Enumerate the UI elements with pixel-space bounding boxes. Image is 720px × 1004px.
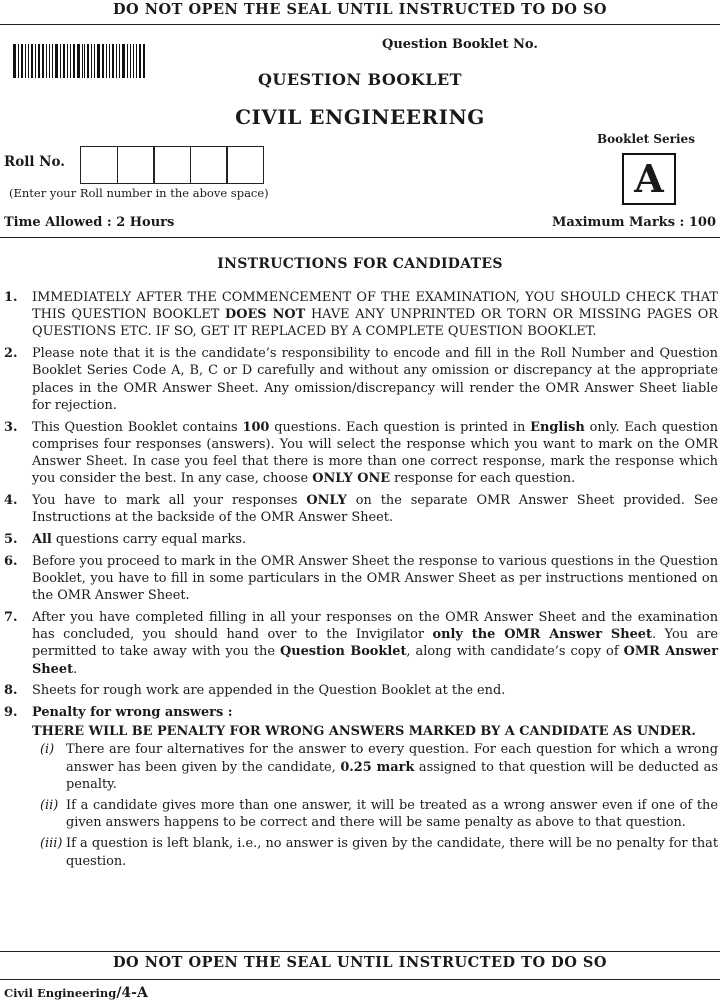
penalty-rule	[0, 741, 720, 793]
roll-number-box[interactable]	[153, 146, 191, 184]
instruction-text: If a question is left blank, i.e., no answer is given by the candidate, there will be no penalty for that question.	[66, 836, 718, 869]
instructions-list	[0, 289, 720, 874]
penalty-rule	[0, 797, 720, 831]
roll-number-box[interactable]	[80, 146, 118, 184]
roll-number-label: Roll No.	[4, 154, 65, 170]
instruction-item	[0, 289, 720, 341]
instruction-text: on the separate OMR Answer Sheet provided. See Instructions at the backside of the OMR Answer Sheet.	[32, 493, 718, 526]
instruction-item	[0, 553, 720, 605]
emphasized-text: DOES NOT	[225, 307, 306, 323]
instruction-text: Before you proceed to mark in the OMR Answer Sheet the response to various questions in the Question Booklet, you have to fill in some particulars in the OMR Answer Sheet as per instructions mentioned on the OMR Answer Sheet.	[32, 553, 718, 604]
instruction-text: You have to mark all your responses	[32, 493, 307, 509]
penalty-instruction	[0, 704, 720, 721]
roll-number-box[interactable]	[117, 146, 155, 184]
booklet-title: QUESTION BOOKLET	[257, 70, 463, 89]
instruction-text: There are four alternatives for the answer to every question. For each question for which a wrong answer has been given by the candidate,	[66, 742, 718, 775]
instruction-item	[0, 419, 720, 488]
penalty-rule-number: (ii)	[40, 798, 59, 814]
instruction-text: IMMEDIATELY AFTER THE COMMENCEMENT OF THE EXAMINATION, YOU SHOULD CHECK THAT THIS QUESTION BOOKLET	[32, 290, 718, 323]
booklet-series-code: A	[622, 153, 676, 205]
booklet-series-label: Booklet Series	[597, 132, 695, 146]
instruction-text: Sheets for rough work are appended in the Question Booklet at the end.	[32, 683, 506, 699]
bottom-seal-banner: DO NOT OPEN THE SEAL UNTIL INSTRUCTED TO DO SO	[112, 954, 607, 971]
emphasized-text: 100	[242, 419, 270, 435]
emphasized-text: Question Booklet	[280, 644, 407, 660]
instruction-text: After you have completed filling in all your responses on the OMR Answer Sheet and the examination has concluded, you should hand over to the Invigilator	[32, 610, 718, 643]
instruction-number: 4.	[4, 493, 18, 509]
instruction-number: 5.	[4, 532, 18, 548]
instruction-text: assigned to that question will be deducted as penalty.	[66, 759, 718, 792]
footer-subject: Civil Engineering	[4, 986, 117, 1000]
emphasized-text: English	[530, 419, 585, 435]
instruction-number: 7.	[4, 610, 18, 626]
instruction-number: 9.	[4, 705, 18, 721]
footer-page-code: /4-A	[116, 985, 148, 1001]
emphasized-text: All	[32, 532, 52, 548]
emphasized-text: OMR Answer Sheet	[32, 644, 719, 677]
penalty-caps-line: THERE WILL BE PENALTY FOR WRONG ANSWERS MARKED BY A CANDIDATE AS UNDER.	[32, 724, 696, 740]
top-seal-banner: DO NOT OPEN THE SEAL UNTIL INSTRUCTED TO DO SO	[112, 1, 607, 18]
instruction-number: 8.	[4, 683, 18, 699]
emphasized-text: 0.25 mark	[340, 759, 415, 775]
instruction-text: questions carry equal marks.	[51, 532, 247, 548]
instructions-heading: INSTRUCTIONS FOR CANDIDATES	[217, 256, 503, 272]
instruction-text: Please note that it is the candidate’s responsibility to encode and fill in the Roll Number and Question Booklet Series Code A, B, C or D carefully and without any omission or discrepancy at the appropriate places in the OMR Answer Sheet. Any omission/discrepancy will render the OMR Answer Sheet liable for rejection.	[32, 346, 718, 413]
emphasized-text: ONLY	[306, 493, 347, 509]
emphasized-text: only the OMR Answer Sheet	[432, 627, 652, 643]
instruction-text: response for each question.	[390, 471, 576, 487]
instruction-item	[0, 492, 720, 526]
divider	[0, 237, 720, 238]
instruction-number: 1.	[4, 290, 18, 305]
instruction-number: 6.	[4, 553, 18, 569]
instruction-number: 2.	[4, 346, 18, 362]
roll-number-boxes[interactable]	[80, 146, 263, 184]
instruction-text: . You are permitted to take away with you the	[32, 627, 718, 660]
instruction-text: HAVE ANY UNPRINTED OR TORN OR MISSING PAGES OR QUESTIONS ETC. IF SO, GET IT REPLACED BY A COMPLETE QUESTION BOOKLET.	[32, 307, 719, 340]
instruction-item	[0, 345, 720, 414]
instruction-text: .	[73, 661, 78, 677]
divider	[0, 24, 720, 25]
roll-number-hint: (Enter your Roll number in the above space)	[9, 186, 269, 200]
instruction-item	[0, 609, 720, 678]
emphasized-text: ONLY ONE	[312, 471, 391, 487]
penalty-rule-number: (i)	[40, 742, 55, 758]
penalty-rule	[0, 835, 720, 869]
instruction-item	[0, 531, 720, 548]
booklet-number-label: Question Booklet No.	[382, 37, 538, 52]
instruction-item	[0, 682, 720, 699]
roll-number-box[interactable]	[190, 146, 228, 184]
penalty-heading: Penalty for wrong answers :	[32, 705, 233, 721]
time-allowed: Time Allowed : 2 Hours	[4, 215, 175, 230]
divider	[0, 979, 720, 980]
instruction-text: questions. Each question is printed in	[269, 419, 531, 435]
divider	[0, 951, 720, 952]
instruction-text: only. Each question comprises four responses (answers). You will select the response which you want to mark on the OMR Answer Sheet. In case you feel that there is more than one correct response, mark the response which you consider the best. In any case, choose	[32, 419, 718, 487]
penalty-rule-number: (iii)	[40, 836, 63, 852]
instruction-number: 3.	[4, 419, 18, 435]
roll-number-box[interactable]	[226, 146, 264, 184]
instruction-text: If a candidate gives more than one answer, it will be treated as a wrong answer even if one of the given answers happens to be correct and there will be same penalty as above to that question.	[66, 798, 718, 831]
maximum-marks: Maximum Marks : 100	[552, 215, 716, 230]
page-footer	[4, 985, 148, 1001]
subject-title: CIVIL ENGINEERING	[235, 105, 485, 129]
instruction-text: , along with candidate’s copy of	[406, 644, 624, 660]
instruction-text: This Question Booklet contains	[32, 419, 243, 435]
